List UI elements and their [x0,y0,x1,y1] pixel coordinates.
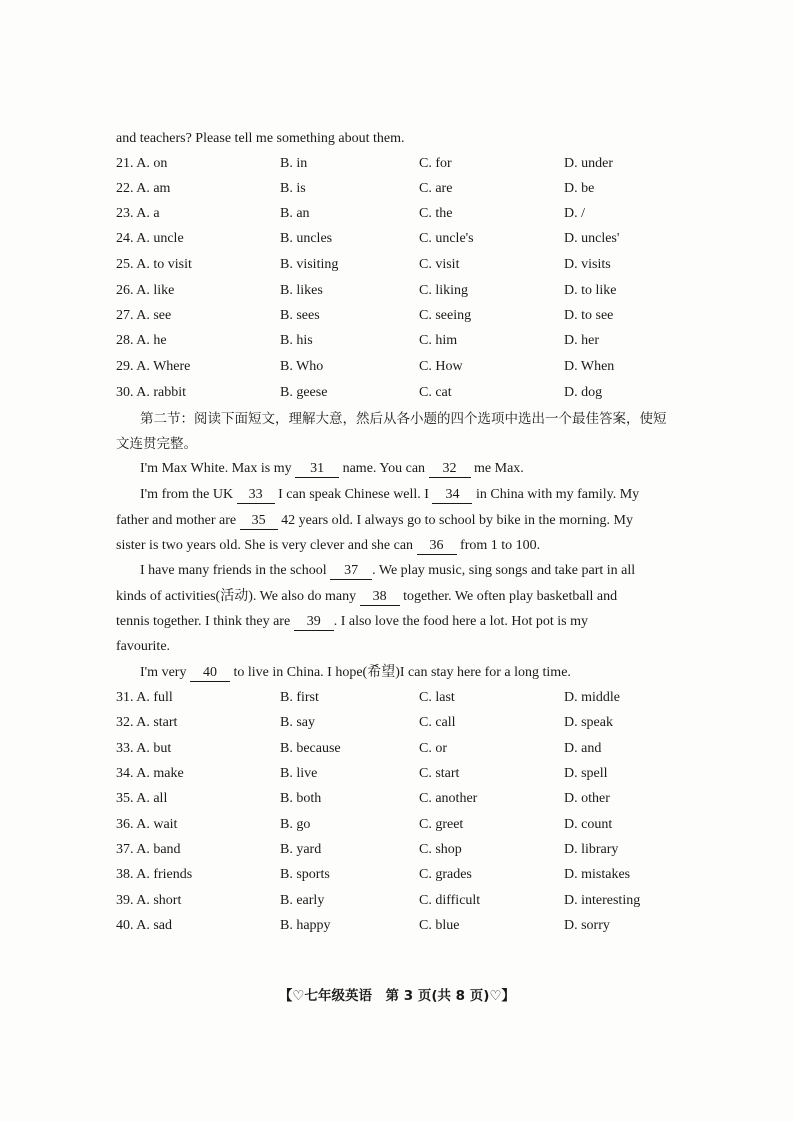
option-row [116,917,716,935]
option-a: 39. A. short [116,893,182,908]
option-d: D. to like [564,283,617,298]
intro-line: and teachers? Please tell me something about them. [116,131,405,146]
option-a: 31. A. full [116,690,173,705]
option-d: D. to see [564,308,614,323]
option-c: C. call [419,715,456,730]
section2-instruction-line1: 第二节：阅读下面短文，理解大意，然后从各小题的四个选项中选出一个最佳答案，使短 [140,411,667,427]
option-d: D. count [564,817,613,832]
option-row [116,740,716,758]
option-a: 28. A. he [116,333,167,348]
option-d: D. under [564,156,613,171]
option-d: D. library [564,842,619,857]
option-b: B. Who [280,359,324,374]
option-b: B. his [280,333,313,348]
option-b: B. likes [280,283,323,298]
option-b: B. geese [280,385,328,400]
option-b: B. an [280,206,310,221]
option-a: 26. A. like [116,283,175,298]
blank-38: 38 [360,589,400,606]
option-c: C. start [419,766,460,781]
option-row [116,230,716,248]
option-c: C. difficult [419,893,481,908]
option-row [116,205,716,223]
option-row [116,384,716,402]
option-row [116,282,716,300]
option-c: C. shop [419,842,462,857]
option-c: C. the [419,206,453,221]
passage-paragraph-3-line1: I have many friends in the school 37 . We play music, sing songs and take part in all [140,563,636,578]
option-c: C. are [419,181,453,196]
option-a: 32. A. start [116,715,178,730]
option-c: C. last [419,690,455,705]
option-c: C. or [419,741,447,756]
option-d: D. interesting [564,893,641,908]
option-c: C. liking [419,283,469,298]
option-d: D. When [564,359,615,374]
blank-31: 31 [295,461,339,478]
option-row [116,866,716,884]
option-b: B. go [280,817,311,832]
option-d: D. spell [564,766,608,781]
option-a: 36. A. wait [116,817,178,832]
option-d: D. and [564,741,602,756]
blank-34: 34 [432,487,472,504]
option-row [116,714,716,732]
option-d: D. uncles' [564,231,620,246]
blank-33: 33 [237,487,275,504]
option-a: 37. A. band [116,842,181,857]
option-a: 33. A. but [116,741,172,756]
option-c: C. blue [419,918,460,933]
option-b: B. sports [280,867,330,882]
option-d: D. mistakes [564,867,631,882]
option-b: B. in [280,156,308,171]
passage-paragraph-1: I'm Max White. Max is my 31 name. You can 32 me Max. [140,461,524,476]
option-c: C. How [419,359,463,374]
option-a: 24. A. uncle [116,231,184,246]
option-b: B. visiting [280,257,339,272]
blank-37: 37 [330,563,372,580]
option-d: D. visits [564,257,611,272]
option-a: 34. A. make [116,766,184,781]
option-row [116,790,716,808]
option-b: B. first [280,690,319,705]
option-d: D. middle [564,690,620,705]
option-row [116,180,716,198]
option-row [116,256,716,274]
blank-39: 39 [294,614,334,631]
option-c: C. for [419,156,452,171]
blank-35: 35 [240,513,278,530]
option-b: B. happy [280,918,331,933]
option-a: 21. A. on [116,156,168,171]
option-d: D. her [564,333,599,348]
option-b: B. is [280,181,306,196]
passage-paragraph-3-line2: kinds of activities(活动). We also do many 38 together. We often play basketball and [116,589,618,604]
option-row [116,765,716,783]
option-a: 40. A. sad [116,918,172,933]
option-c: C. seeing [419,308,472,323]
passage-paragraph-2-line2: father and mother are 35 42 years old. I always go to school by bike in the morning. My [116,513,634,528]
option-b: B. say [280,715,315,730]
option-a: 22. A. am [116,181,171,196]
option-row [116,358,716,376]
option-row [116,689,716,707]
option-b: B. yard [280,842,322,857]
option-b: B. uncles [280,231,333,246]
passage-paragraph-3-line3: tennis together. I think they are 39 . I also love the food here a lot. Hot pot is my [116,614,588,629]
option-c: C. uncle's [419,231,474,246]
option-d: D. / [564,206,585,221]
blank-40: 40 [190,665,230,682]
option-a: 23. A. a [116,206,160,221]
option-c: C. cat [419,385,452,400]
option-b: B. live [280,766,318,781]
blank-32: 32 [429,461,471,478]
option-row [116,892,716,910]
option-c: C. another [419,791,478,806]
option-b: B. both [280,791,322,806]
option-a: 27. A. see [116,308,172,323]
option-c: C. grades [419,867,472,882]
passage-paragraph-2-line3: sister is two years old. She is very clever and she can 36 from 1 to 100. [116,538,541,553]
option-d: D. speak [564,715,613,730]
option-a: 38. A. friends [116,867,193,882]
option-b: B. because [280,741,341,756]
option-a: 29. A. Where [116,359,191,374]
option-d: D. sorry [564,918,610,933]
option-row [116,841,716,859]
passage-paragraph-3-line4: favourite. [116,639,171,654]
option-row [116,332,716,350]
option-a: 25. A. to visit [116,257,192,272]
option-b: B. early [280,893,325,908]
passage-paragraph-2-line1: I'm from the UK 33 I can speak Chinese well. I 34 in China with my family. My [140,487,640,502]
option-row [116,155,716,173]
option-row [116,816,716,834]
option-d: D. be [564,181,595,196]
option-a: 30. A. rabbit [116,385,186,400]
option-c: C. visit [419,257,460,272]
section2-instruction-line2: 文连贯完整。 [116,436,197,452]
option-c: C. him [419,333,458,348]
page-footer: 【♡七年级英语 第 3 页(共 8 页)♡】 [278,988,516,1004]
option-d: D. other [564,791,610,806]
option-d: D. dog [564,385,603,400]
option-b: B. sees [280,308,320,323]
passage-paragraph-4: I'm very 40 to live in China. I hope(希望)I can stay here for a long time. [140,665,571,680]
option-c: C. greet [419,817,464,832]
blank-36: 36 [417,538,457,555]
option-row [116,307,716,325]
option-a: 35. A. all [116,791,168,806]
